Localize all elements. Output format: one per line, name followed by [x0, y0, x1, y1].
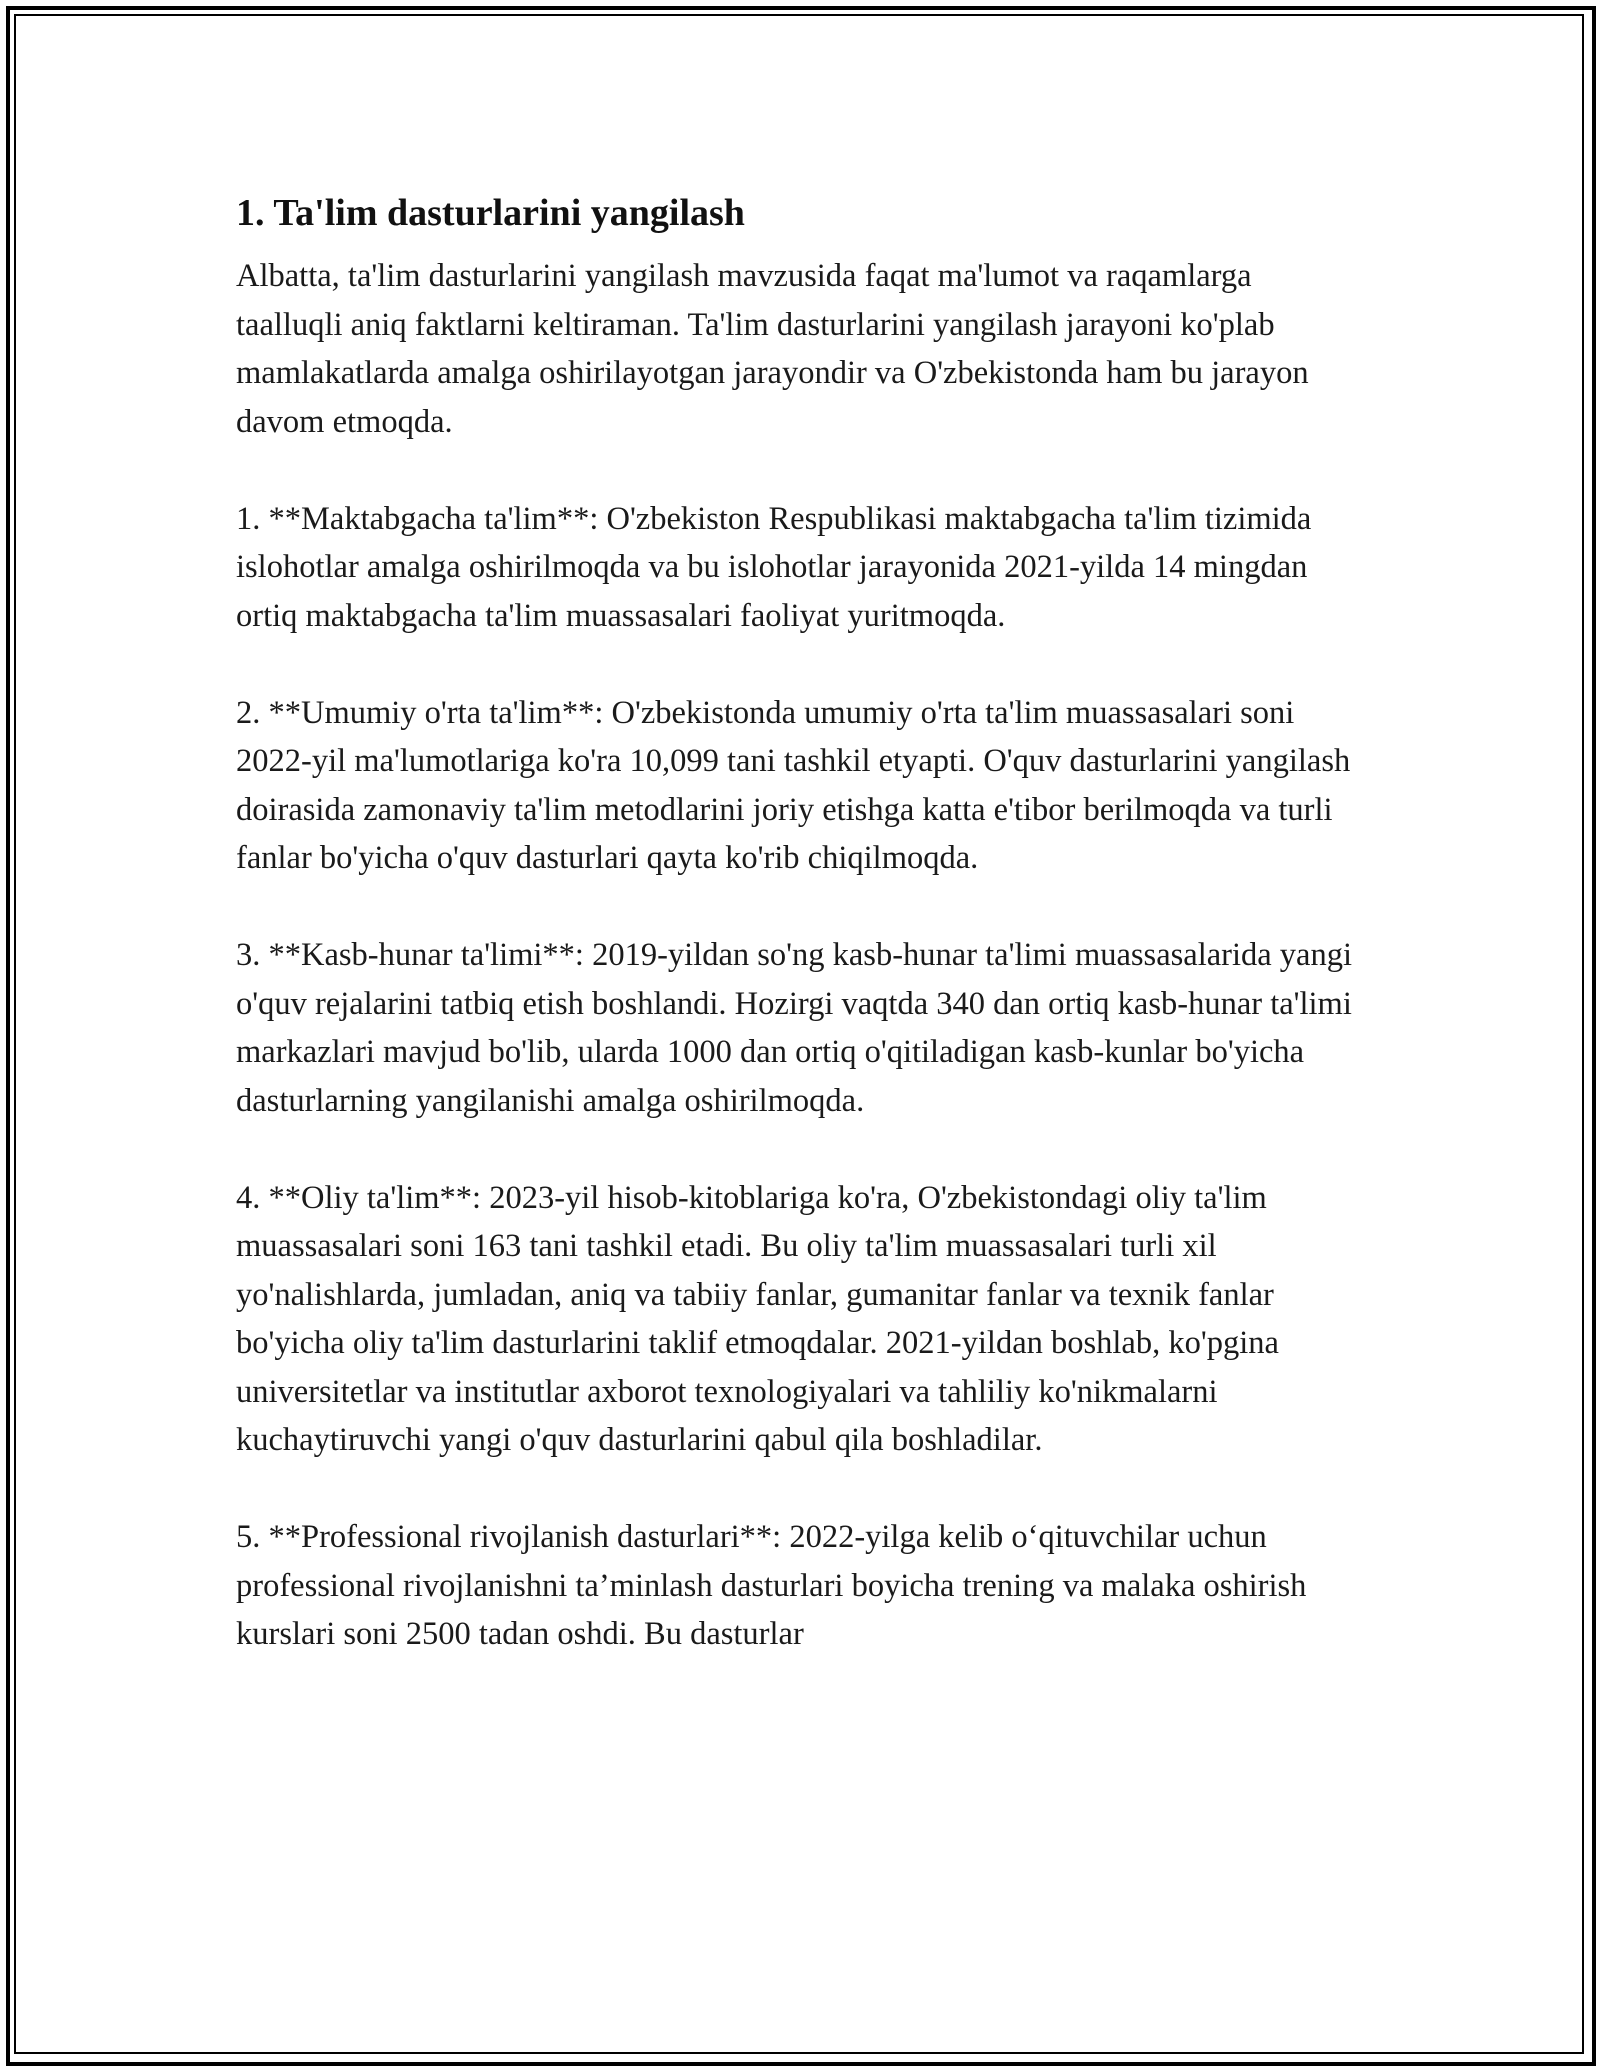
paragraph-general-secondary-education: 2. **Umumiy o'rta ta'lim**: O'zbekistonda umumiy o'rta ta'lim muassasalari soni 2022-yil ma'lumotlariga ko'ra 10,099 tani tashkil etyapti. O'quv dasturlarini yangilash doirasida zamonaviy ta'lim metodlarini joriy etishga katta e'tibor berilmoqda va turli fanlar bo'yicha o'quv dasturlari qayta ko'rib chiqilmoqda. — [236, 694, 1351, 876]
paragraph-professional-development: 5. **Professional rivojlanish dasturlari**: 2022-yilga kelib o‘qituvchilar uchun professional rivojlanishni ta’minlash dasturlari boyicha trening va malaka oshirish kurslari soni 2500 tadan oshdi. Bu dasturlar — [236, 1519, 1307, 1652]
paragraph-preschool-education: 1. **Maktabgacha ta'lim**: O'zbekiston Respublikasi maktabgacha ta'lim tizimida islohotlar amalga oshirilmoqda va bu islohotlar jarayonida 2021-yilda 14 mingdan ortiq maktabgacha ta'lim muassasalari faoliyat yuritmoqda. — [236, 500, 1312, 634]
paragraph-higher-education: 4. **Oliy ta'lim**: 2023-yil hisob-kitoblariga ko'ra, O'zbekistondagi oliy ta'lim muassasalari soni 163 tani tashkil etadi. Bu oliy ta'lim muassasalari turli xil yo'nalishlarda, jumladan, aniq va tabiiy fanlar, gumanitar fanlar va texnik fanlar bo'yicha oliy ta'lim dasturlarini taklif etmoqdalar. 2021-yildan boshlab, ko'pgina universitetlar va institutlar axborot texnologiyalari va tahliliy ko'nikmalarni kuchaytiruvchi yangi o'quv dasturlarini qabul qila boshladilar. — [236, 1179, 1279, 1458]
document-body — [236, 186, 1366, 1659]
section-heading: 1. Ta'lim dasturlarini yangilash — [236, 192, 745, 234]
intro-paragraph: Albatta, ta'lim dasturlarini yangilash mavzusida faqat ma'lumot va raqamlarga taalluqli aniq faktlarni keltiraman. Ta'lim dasturlarini yangilash jarayoni ko'plab mamlakatlarda amalga oshirilayotgan jarayondir va O'zbekistonda ham bu jarayon davom etmoqda. — [236, 258, 1309, 440]
paragraph-vocational-education: 3. **Kasb-hunar ta'limi**: 2019-yildan so'ng kasb-hunar ta'limi muassasalarida yangi o'quv rejalarini tatbiq etish boshlandi. Hozirgi vaqtda 340 dan ortiq kasb-hunar ta'limi markazlari mavjud bo'lib, ularda 1000 dan ortiq o'qitiladigan kasb-kunlar bo'yicha dasturlarning yangilanishi amalga oshirilmoqda. — [236, 937, 1353, 1119]
